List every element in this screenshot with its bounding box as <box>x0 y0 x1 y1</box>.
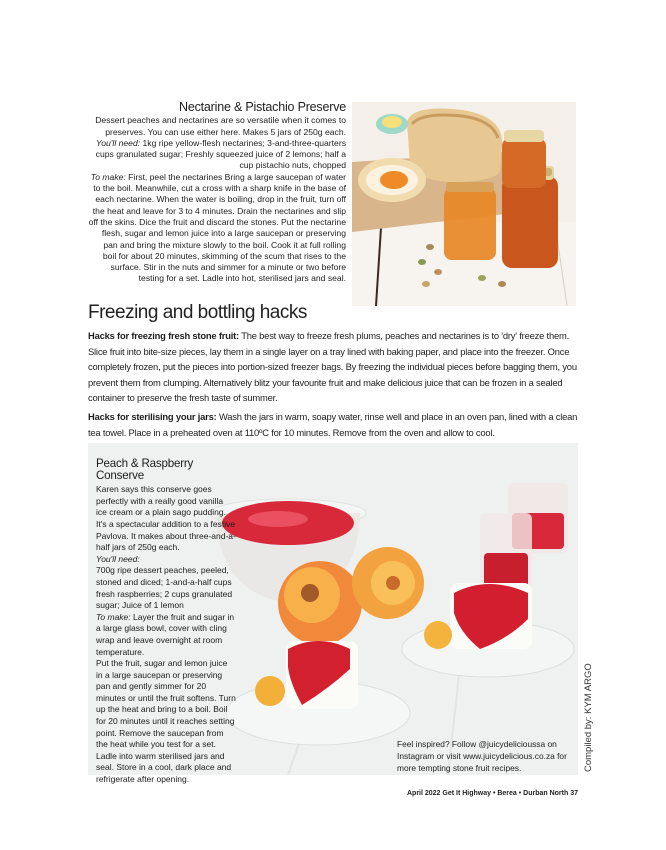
peach-method-step3: Ladle into warm sterilised jars and seal. Store in a cool, dark place and refrigerate after opening. <box>96 750 232 785</box>
hacks-heading: Freezing and bottling hacks <box>88 302 307 323</box>
peach-recipe-title: Peach & Raspberry Conserve <box>96 457 194 482</box>
page-footer: April 2022 Get It Highway • Berea • Durban North 37 <box>406 790 578 797</box>
freezing-hack-text: The best way to freeze fresh plums, peaches and nectarines is to 'dry' freeze them. Slice fruit into bite-size pieces, lay them in a single layer on a tray lined with baking paper, and place into the freezer. Once completely frozen, put the pieces into portion-sized freezer bags. By freezing the individual pieces before bagging them, you prevent them from clumping. Alternatively blitz your favourite fruit and make delicious juice that can be frozen in a sealed container to preserve the fresh taste of summer. <box>88 330 577 404</box>
compiled-by-credit: Compiled by: KYM ARGO <box>583 663 594 772</box>
peach-recipe-intro: Karen says this conserve goes perfectly with a really good vanilla ice cream or a plain sago pudding. It's a spectacular addition to a festive Pavlova. It makes about three-and-a-half jars of 250g each. <box>96 484 236 553</box>
peach-ingredients-text: 700g ripe dessert peaches, peeled, stoned and diced; 1-and-a-half cups fresh raspberries; 2 cups granulated sugar; Juice of 1 lemon <box>96 565 233 611</box>
peach-make-label: To make: <box>96 611 131 622</box>
nectarine-ingredients <box>88 138 346 172</box>
peach-method-step2: Put the fruit, sugar and lemon juice in a large saucepan or preserving pan and gently simmer for 20 minutes or until the fruit softens. Turn up the heat and bring to a boil. Boil for 20 minutes until it reaches setting point. Remove the saucepan from the heat while you test for a set. <box>96 658 236 750</box>
sterilising-hack-label: Hacks for sterilising your jars: <box>88 410 217 422</box>
peach-method <box>96 612 236 658</box>
method-text: First, peel the nectarines Bring a large saucepan of water to the boil. Meanwhile, cut a cross with a sharp knife in the base of each nectarine. When the water is boiling, drop in the fruit, turn off the heat and leave for 3 to 4 minutes. Drain the nectarines and slip off the skins. Dice the fruit and discard the stones. Put the nectarine flesh, sugar and lemon juice into a large saucepan or preserving pan and bring the mixture slowly to the boil. Cook it at full rolling boil for about 20 minutes, skimming of the scum that rises to the surface. Stir in the nuts and simmer for a minute or two before testing for a set. Ladle into hot, sterilised jars and seal. <box>88 171 346 284</box>
sterilising-hack-text: Wash the jars in warm, soapy water, rinse well and place in an oven pan, lined with a clean tea towel. Place in a preheated oven at 110ºC for 10 minutes. Remove from the oven and allow to cool. <box>88 410 578 438</box>
nectarine-recipe <box>88 102 346 285</box>
ingredients-text: 1kg ripe yellow-flesh nectarines; 3-and-three-quarters cups granulated sugar; Freshly squeezed juice of 2 lemons; half a cup pistachio nuts, chopped <box>95 137 346 171</box>
freezing-bottling-hacks <box>88 302 578 443</box>
peach-raspberry-recipe <box>96 458 236 786</box>
method-label: To make: <box>90 171 126 182</box>
nectarine-recipe-intro: Dessert peaches and nectarines are so versatile when it comes to preserves. You can use either here. Makes 5 jars of 250g each. <box>95 115 346 137</box>
peach-need-label: You'll need: <box>96 553 140 564</box>
sterilising-hack <box>88 409 578 440</box>
nectarine-recipe-title: Nectarine & Pistachio Preserve <box>179 100 346 114</box>
peach-make-text: Layer the fruit and sugar in a large glass bowl, cover with cling wrap and leave overnight at room temperature. <box>96 611 235 657</box>
ingredients-label: You'll need: <box>95 137 141 148</box>
feel-inspired-note: Feel inspired? Follow @juicydelicioussa on Instagram or visit www.juicydelicious.co.za for more tempting stone fruit recipes. <box>397 739 567 773</box>
nectarine-preserve-photo <box>352 102 576 306</box>
nectarine-method <box>88 172 346 285</box>
freezing-hack <box>88 328 578 406</box>
peach-ingredients-label <box>96 554 236 566</box>
freezing-hack-label: Hacks for freezing fresh stone fruit: <box>88 330 239 341</box>
